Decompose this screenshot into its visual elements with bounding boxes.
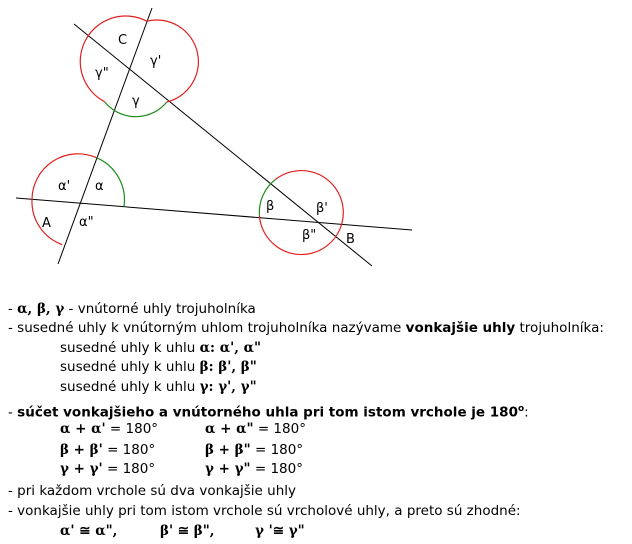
equation-gamma-p <box>60 460 155 478</box>
text-line-interior-angles <box>8 300 256 318</box>
equation-alpha-pp <box>205 420 306 438</box>
text-line-adjacent-gamma <box>60 378 257 396</box>
eq-rest: = 180° <box>250 442 304 458</box>
eq-syms: β + β' <box>60 442 103 458</box>
arc-c-exterior <box>80 16 198 102</box>
equation-beta-p <box>60 441 155 459</box>
angle-label-alpha-pp: α" <box>79 215 94 230</box>
angle-label-beta-pp: β" <box>302 228 317 243</box>
eq-syms: γ + γ' <box>60 461 103 477</box>
congruence-gamma: γ '≅ γ" <box>255 523 305 539</box>
adjacent-beta-syms: β: β', β" <box>199 359 257 375</box>
degree-sup: o <box>517 404 525 414</box>
sum-rule-pre: - <box>8 404 18 421</box>
congruence-beta: β' ≅ β", <box>160 523 215 539</box>
exterior-def-pre: - susedné uhly k vnútorným uhlom trojuholníka nazývame <box>8 320 406 336</box>
adjacent-gamma-pre: susedné uhly k uhlu <box>60 379 200 395</box>
equation-alpha-p <box>60 420 158 438</box>
adjacent-alpha-syms: α: α', α" <box>199 340 262 356</box>
eq-rest: = 180° <box>102 461 156 477</box>
angle-label-gamma-pp: γ" <box>95 66 109 81</box>
sum-rule-post: : <box>524 404 529 421</box>
adjacent-gamma-syms: γ: γ', γ" <box>199 379 257 395</box>
angle-label-beta-p: β' <box>316 201 328 216</box>
angle-label-alpha-p: α' <box>58 179 71 194</box>
eq-syms: β + β" <box>205 442 251 458</box>
eq-syms: γ + γ" <box>205 461 251 477</box>
angle-label-gamma: γ <box>132 94 140 109</box>
eq-rest: = 180° <box>102 442 156 458</box>
interior-angle-symbols: α, β, γ <box>17 301 65 317</box>
text-line-two-exterior: - pri každom vrchole sú dva vonkajšie uhly <box>8 483 297 499</box>
text-line-sum-rule <box>8 400 529 422</box>
equation-beta-pp <box>205 441 303 459</box>
arc-a-exterior <box>32 154 97 245</box>
vertex-label-c: C <box>118 33 128 48</box>
text-line-vertical-angles: - vonkajšie uhly pri tom istom vrchole sú vrcholové uhly, a preto sú zhodné: <box>8 503 521 519</box>
vertex-label-b: B <box>346 232 355 247</box>
text-line-adjacent-beta <box>60 358 257 376</box>
equation-gamma-pp <box>205 460 303 478</box>
eq-syms: α + α" <box>205 421 254 437</box>
exterior-angles-term: vonkajšie uhly <box>405 320 516 336</box>
text-line-exterior-def <box>8 319 604 337</box>
eq-rest: = 180° <box>253 421 306 437</box>
text-line-adjacent-alpha <box>60 339 261 357</box>
congruence-alpha: α' ≅ α", <box>60 523 118 539</box>
bullet: - <box>8 301 18 317</box>
eq-syms: α + α' <box>60 421 106 437</box>
exterior-def-post: trojuholníka: <box>515 320 604 336</box>
angle-label-alpha: α <box>95 179 104 194</box>
angle-label-gamma-p: γ' <box>150 54 162 69</box>
angle-label-beta: β <box>266 199 275 214</box>
line-ab <box>16 198 412 230</box>
line-ac <box>58 8 152 264</box>
eq-rest: = 180° <box>105 421 159 437</box>
adjacent-beta-pre: susedné uhly k uhlu <box>60 359 200 375</box>
vertex-label-a: A <box>42 216 51 231</box>
eq-rest: = 180° <box>250 461 303 477</box>
line-bc <box>74 24 372 266</box>
sum-rule-bold: súčet vonkajšieho a vnútorného uhla pri tom istom vrchole je 180 <box>17 404 518 421</box>
interior-angles-desc: - vnútorné uhly trojuholníka <box>64 301 256 317</box>
adjacent-alpha-pre: susedné uhly k uhlu <box>60 340 200 356</box>
